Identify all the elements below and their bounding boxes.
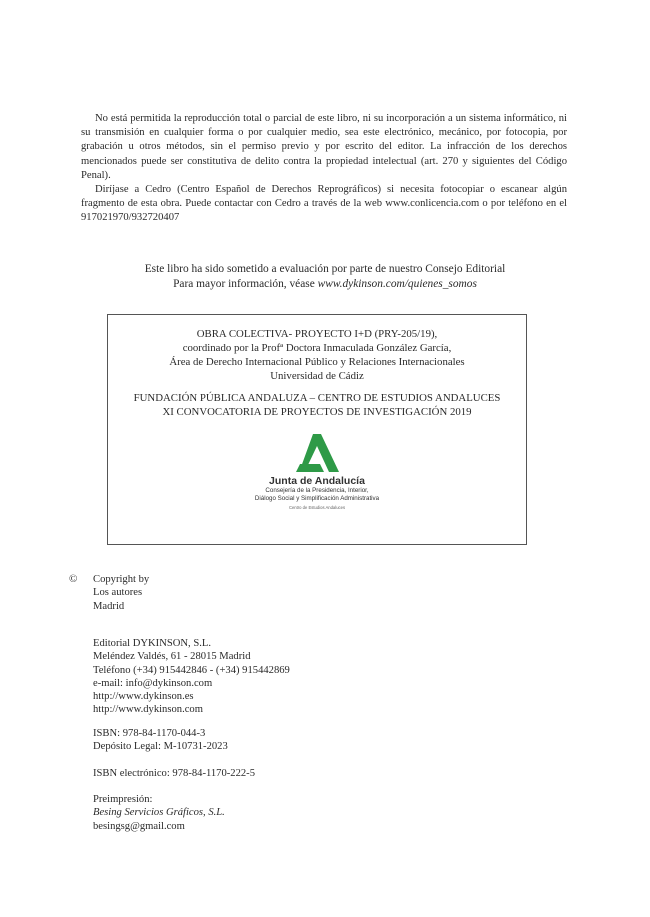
publisher-block: [93, 637, 290, 717]
preprint-company: [93, 806, 225, 819]
preprint-email[interactable]: besingsg@gmail.com: [93, 820, 185, 832]
junta-andalucia-logo: [108, 433, 526, 510]
project-line-3: Área de Derecho Internacional Público y Relaciones Internacionales: [169, 356, 465, 368]
junta-andalucia-logo-icon: [293, 433, 341, 473]
evaluation-info: [0, 277, 650, 292]
publisher-web-com[interactable]: http://www.dykinson.com: [93, 704, 203, 716]
copyright-symbol: ©: [69, 573, 78, 585]
evaluation-info-prefix: Para mayor información, véase: [173, 278, 315, 290]
project-line-6: XI CONVOCATORIA DE PROYECTOS DE INVESTIGACIÓN 2019: [162, 406, 472, 418]
project-line-5: FUNDACIÓN PÚBLICA ANDALUZA – CENTRO DE ESTUDIOS ANDALUCES: [133, 392, 501, 404]
evaluation-statement: Este libro ha sido sometido a evaluación por parte de nuestro Consejo Editorial: [144, 263, 506, 275]
evaluation-info-link[interactable]: www.dykinson.com/quienes_somos: [317, 278, 477, 290]
copyright-block: [93, 573, 149, 613]
legal-notice-paragraph: No está permitida la reproducción total o parcial de este libro, ni su incorporación a un sistema informático, ni su transmisión en cualquier forma o por cualquier medio, sea este electrónico, mecánico, por fotocopia, por grabación u otros métodos, sin el permiso previo y por escrito del editor. La infracción de los derechos mencionados puede ser constitutiva de delito contra la propiedad intelectual (art. 270 y siguientes del Código Penal).: [81, 113, 567, 181]
project-line-2: coordinado por la Profª Doctora Inmaculada González García,: [182, 342, 452, 354]
copyright-line-2: Los autores: [93, 587, 143, 599]
publisher-web-es[interactable]: http://www.dykinson.es: [93, 691, 194, 703]
copyright-line-3: Madrid: [93, 600, 125, 612]
isbn-electronic: ISBN electrónico: 978-84-1170-222-5: [93, 768, 256, 779]
cedro-notice-paragraph: Diríjase a Cedro (Centro Español de Derechos Reprográficos) si necesita fotocopiar o escanear algún fragmento de esta obra. Puede contactar con Cedro a través de la web www.conlicencia.com o por teléfono en el 917021970/932720407: [81, 184, 567, 224]
logo-sub-2: Diálogo Social y Simplificación Administrativa: [254, 494, 380, 502]
legal-deposit: Depósito Legal: M-10731-2023: [93, 741, 228, 753]
copyright-line-1: Copyright by: [93, 574, 150, 585]
project-info-box: [107, 314, 527, 545]
publisher-phone: Teléfono (+34) 915442846 - (+34) 915442869: [93, 664, 290, 676]
publisher-address: Meléndez Valdés, 61 - 28015 Madrid: [93, 651, 251, 663]
preprint-label: Preimpresión:: [93, 794, 153, 805]
project-line-4: Universidad de Cádiz: [270, 370, 364, 382]
isbn-electronic-block: [93, 767, 255, 780]
isbn-block: [93, 727, 228, 754]
preprint-company-name: Besing Servicios Gráficos, S.L.: [93, 807, 225, 819]
isbn: ISBN: 978-84-1170-044-3: [93, 728, 206, 739]
publisher-email[interactable]: e-mail: info@dykinson.com: [93, 677, 213, 689]
logo-sub-3: Centro de Estudios Andaluces: [288, 505, 346, 511]
project-line-1: OBRA COLECTIVA- PROYECTO I+D (PRY-205/19),: [196, 328, 438, 340]
logo-name: Junta de Andalucía: [269, 475, 365, 487]
preprint-block: [93, 793, 225, 833]
logo-sub-1: Consejería de la Presidencia, Interior,: [265, 487, 369, 494]
publisher-name: Editorial DYKINSON, S.L.: [93, 638, 211, 649]
